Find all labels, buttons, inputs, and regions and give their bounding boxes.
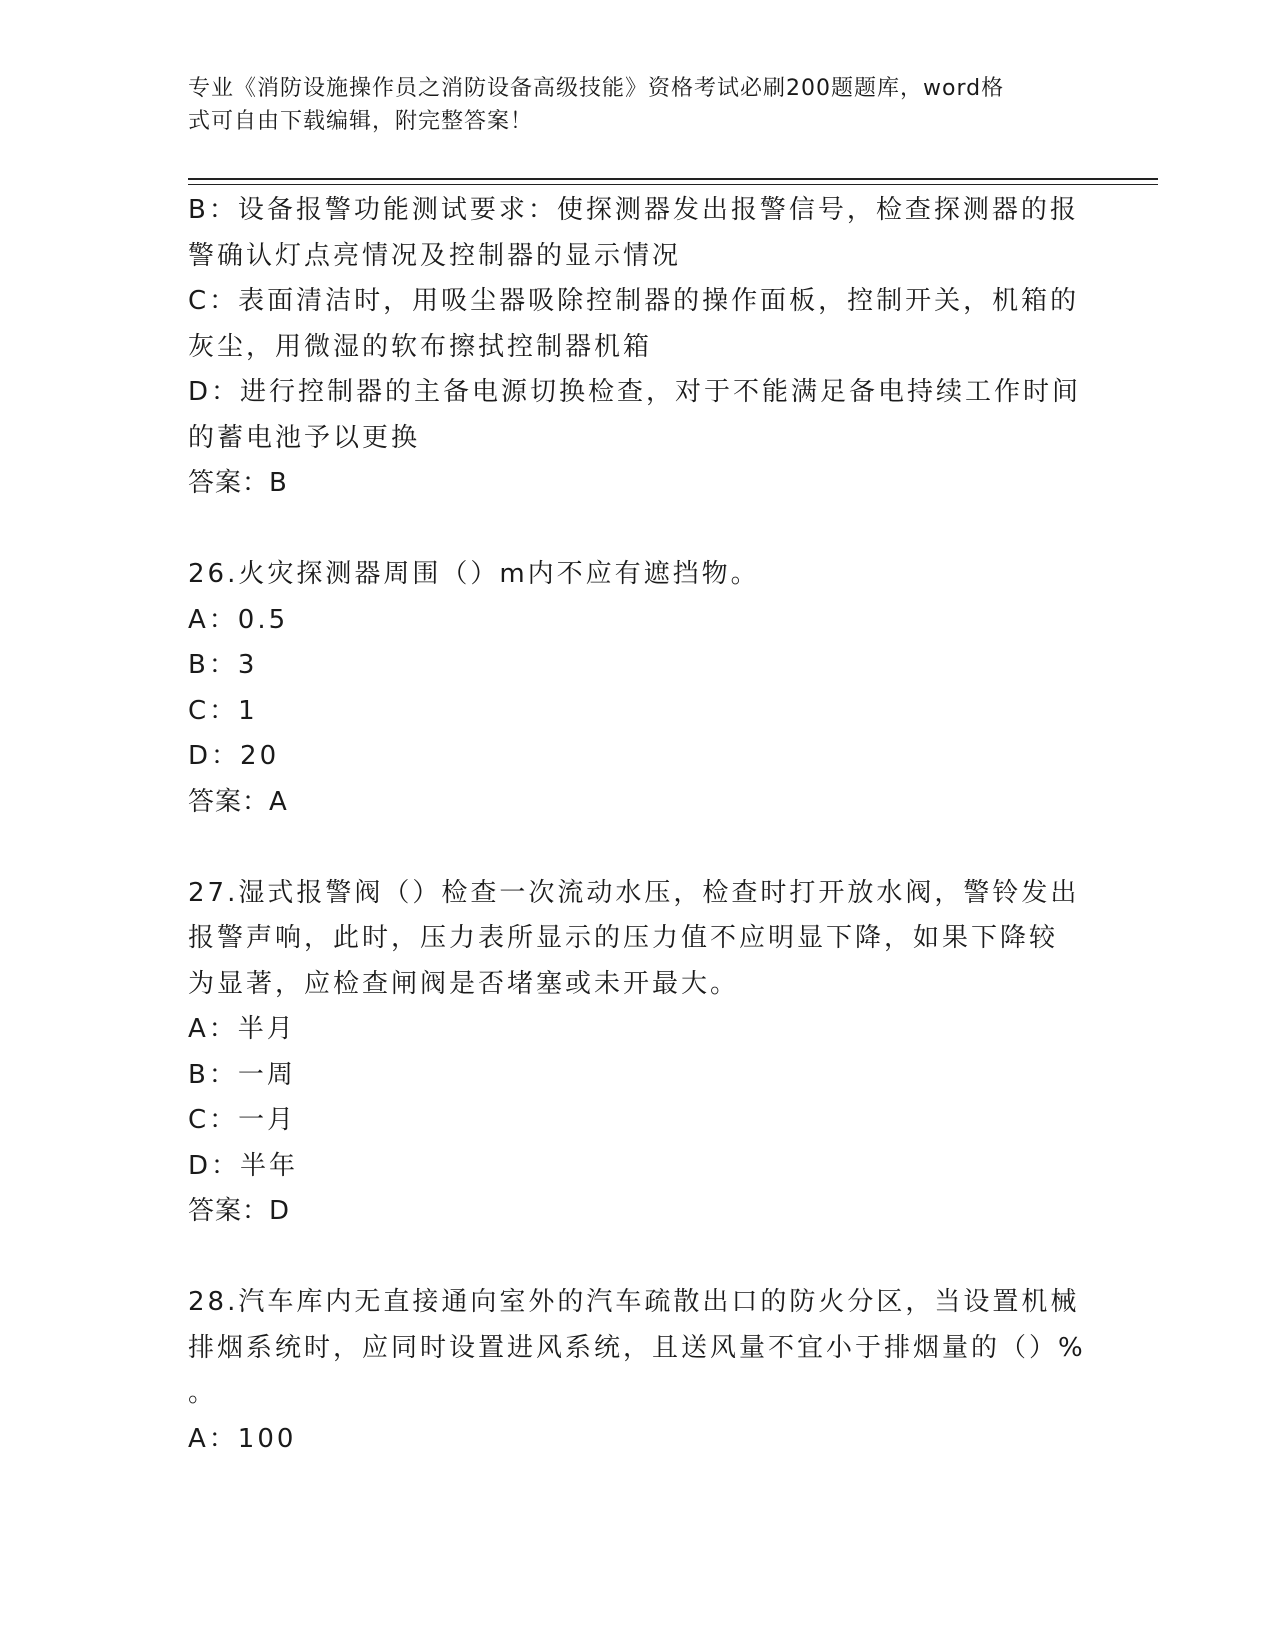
- option-a: A：半月: [188, 1014, 296, 1044]
- option-d: D：20: [188, 741, 280, 771]
- header-divider-thick: [188, 178, 1158, 180]
- question-27: [188, 871, 1078, 1235]
- option-c-line-2: 灰尘，用微湿的软布擦拭控制器机箱: [188, 331, 653, 362]
- option-b-line-2: 警确认灯点亮情况及控制器的显示情况: [188, 240, 682, 271]
- option-b: B：一周: [188, 1059, 296, 1090]
- question-28: [188, 1280, 1086, 1462]
- option-c: C：1: [188, 695, 258, 726]
- option-a: A：0.5: [188, 604, 289, 635]
- question-stem-line-1: 27.湿式报警阀（）检查一次流动水压，检查时打开放水阀，警铃发出: [188, 877, 1080, 908]
- question-stem-line-3: 。: [188, 1378, 218, 1408]
- document-header: [188, 72, 1068, 138]
- spacer: [188, 825, 1078, 871]
- answer-line: 答案：B: [188, 468, 288, 498]
- question-stem: 26.火灾探测器周围（）m内不应有遮挡物。: [188, 559, 760, 589]
- option-b-line-1: B：设备报警功能测试要求：使探测器发出报警信号，检查探测器的报: [188, 195, 1079, 225]
- option-c-line-1: C：表面清洁时，用吸尘器吸除控制器的操作面板，控制开关，机箱的: [188, 286, 1080, 316]
- question-list: [188, 188, 1086, 1462]
- spacer: [188, 507, 1078, 553]
- question-stem-line-2: 报警声响，此时，压力表所显示的压力值不应明显下降，如果下降较: [188, 923, 1059, 953]
- spacer: [188, 1235, 1078, 1281]
- option-b: B：3: [188, 650, 258, 680]
- question-stem-line-1: 28.汽车库内无直接通向室外的汽车疏散出口的防火分区，当设置机械: [188, 1287, 1080, 1317]
- header-divider-thin: [188, 184, 1158, 185]
- question-25-tail: [188, 188, 1082, 507]
- header-line-2: 式可自由下载编辑，附完整答案！: [188, 109, 534, 134]
- question-stem-line-3: 为显著，应检查闸阀是否堵塞或未开最大。: [188, 968, 740, 999]
- option-d-line-2: 的蓄电池予以更换: [188, 422, 421, 453]
- option-d-line-1: D：进行控制器的主备电源切换检查，对于不能满足备电持续工作时间: [188, 377, 1082, 407]
- option-a: A：100: [188, 1423, 297, 1454]
- question-stem-line-2: 排烟系统时，应同时设置进风系统，且送风量不宜小于排烟量的（）%: [188, 1332, 1086, 1363]
- option-c: C：一月: [188, 1105, 297, 1135]
- answer-line: 答案：D: [188, 1196, 291, 1226]
- option-d: D：半年: [188, 1150, 299, 1181]
- question-26: [188, 552, 1078, 825]
- answer-line: 答案：A: [188, 786, 288, 817]
- header-line-1: 专业《消防设施操作员之消防设备高级技能》资格考试必刷200题题库，word格: [188, 76, 1005, 101]
